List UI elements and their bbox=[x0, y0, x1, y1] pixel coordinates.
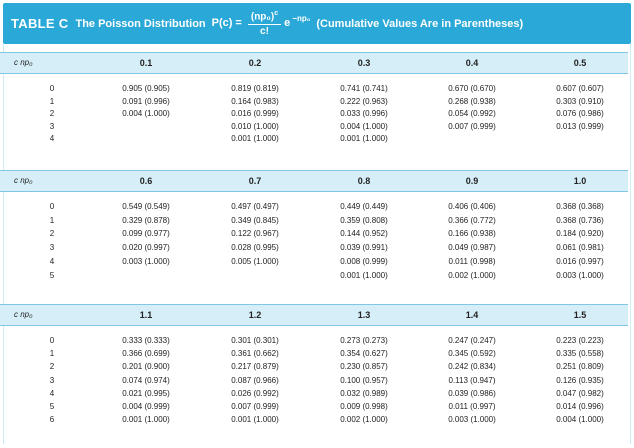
table-cell: 0.004 (1.000) bbox=[340, 121, 388, 131]
table-title bbox=[11, 3, 523, 44]
table-cell: 0.819 (0.819) bbox=[231, 84, 279, 93]
table-row bbox=[0, 120, 628, 133]
c-value: 2 bbox=[49, 109, 55, 118]
formula-numerator bbox=[248, 10, 281, 25]
c-value: 3 bbox=[49, 375, 55, 385]
table-cell: 0.039 (0.991) bbox=[340, 243, 388, 253]
column-header: 0.1 bbox=[139, 58, 153, 68]
table-cell: 0.333 (0.333) bbox=[122, 336, 170, 345]
table-label: TABLE C bbox=[11, 16, 69, 31]
table-cell: 0.002 (1.000) bbox=[448, 270, 496, 280]
table-cell: 0.001 (1.000) bbox=[231, 415, 279, 425]
table-cell: 0.004 (1.000) bbox=[122, 109, 170, 118]
column-header: 1.1 bbox=[139, 310, 153, 320]
table-cell: 0.011 (0.997) bbox=[448, 402, 496, 411]
table-cell: 0.076 (0.986) bbox=[556, 109, 604, 118]
table-title-text: The Poisson Distribution bbox=[75, 17, 206, 30]
table-cell: 0.010 (1.000) bbox=[231, 121, 279, 131]
table-row bbox=[0, 374, 628, 387]
table-cell: 0.039 (0.986) bbox=[448, 388, 496, 398]
c-value: 3 bbox=[49, 121, 55, 131]
formula-exponent: −np₀ bbox=[292, 13, 311, 23]
column-header: 0.5 bbox=[573, 58, 587, 68]
table-cell: 0.449 (0.449) bbox=[340, 202, 388, 211]
table-cell: 0.016 (0.997) bbox=[556, 256, 604, 266]
table-cell: 0.368 (0.368) bbox=[556, 202, 604, 211]
table-cell: 0.230 (0.857) bbox=[340, 362, 388, 372]
table-cell: 0.366 (0.772) bbox=[448, 215, 496, 225]
table-cell: 0.354 (0.627) bbox=[340, 349, 388, 359]
table-cell: 0.005 (1.000) bbox=[231, 256, 279, 266]
c-value: 2 bbox=[49, 362, 55, 372]
c-value: 1 bbox=[49, 215, 55, 225]
table-cell: 0.268 (0.938) bbox=[448, 96, 496, 106]
formula bbox=[212, 10, 311, 37]
table-cell: 0.032 (0.989) bbox=[340, 388, 388, 398]
table-cell: 0.144 (0.952) bbox=[340, 229, 388, 239]
table-cell: 0.359 (0.808) bbox=[340, 215, 388, 225]
table-cell: 0.074 (0.974) bbox=[122, 375, 170, 385]
formula-numerator-base: (np₀) bbox=[250, 11, 275, 23]
c-value: 3 bbox=[49, 243, 55, 253]
table-cell: 0.222 (0.963) bbox=[340, 96, 388, 106]
table-cell: 0.670 (0.670) bbox=[448, 84, 496, 93]
formula-fraction bbox=[248, 10, 281, 37]
c-value: 5 bbox=[49, 270, 55, 280]
c-value: 2 bbox=[49, 229, 55, 239]
table-cell: 0.003 (1.000) bbox=[122, 256, 170, 266]
table-row bbox=[0, 200, 628, 213]
c-value: 1 bbox=[49, 96, 55, 106]
table-cell: 0.164 (0.983) bbox=[231, 96, 279, 106]
table-row bbox=[0, 214, 628, 227]
table-row bbox=[0, 255, 628, 268]
column-header: 0.9 bbox=[465, 176, 479, 186]
table-cell: 0.184 (0.920) bbox=[556, 229, 604, 239]
table-row bbox=[0, 269, 628, 282]
c-value: 4 bbox=[49, 388, 55, 398]
c-value: 4 bbox=[49, 134, 55, 143]
table-cell: 0.001 (1.000) bbox=[122, 415, 170, 425]
table-cell: 0.349 (0.845) bbox=[231, 215, 279, 225]
column-header: 1.4 bbox=[465, 310, 479, 320]
table-cell: 0.242 (0.834) bbox=[448, 362, 496, 372]
table-cell: 0.020 (0.997) bbox=[122, 243, 170, 253]
table-cell: 0.100 (0.957) bbox=[340, 375, 388, 385]
table-row bbox=[0, 241, 628, 254]
table-cell: 0.406 (0.406) bbox=[448, 202, 496, 211]
table-cell: 0.007 (0.999) bbox=[231, 402, 279, 411]
table-row bbox=[0, 334, 628, 347]
table-header-banner bbox=[3, 3, 631, 44]
table-cell: 0.009 (0.998) bbox=[340, 402, 388, 411]
table-cell: 0.004 (0.999) bbox=[122, 402, 170, 411]
table-row bbox=[0, 82, 628, 95]
table-cell: 0.329 (0.878) bbox=[122, 215, 170, 225]
table-cell: 0.497 (0.497) bbox=[231, 202, 279, 211]
table-cell: 0.001 (1.000) bbox=[340, 270, 388, 280]
table-cell: 0.014 (0.996) bbox=[556, 402, 604, 411]
section-header-row bbox=[0, 304, 628, 326]
table-row bbox=[0, 400, 628, 413]
column-header: 1.5 bbox=[573, 310, 587, 320]
table-row bbox=[0, 387, 628, 400]
column-header: 0.7 bbox=[248, 176, 262, 186]
table-cell: 0.303 (0.910) bbox=[556, 96, 604, 106]
table-cell: 0.026 (0.992) bbox=[231, 388, 279, 398]
table-cell: 0.126 (0.935) bbox=[556, 375, 604, 385]
table-row bbox=[0, 227, 628, 240]
table-cell: 0.345 (0.592) bbox=[448, 349, 496, 359]
table-row bbox=[0, 95, 628, 108]
column-header: 1.2 bbox=[248, 310, 262, 320]
table-cell: 0.091 (0.996) bbox=[122, 96, 170, 106]
table-cell: 0.061 (0.981) bbox=[556, 243, 604, 253]
table-cell: 0.607 (0.607) bbox=[556, 84, 604, 93]
column-header: 0.8 bbox=[357, 176, 371, 186]
column-header: 1.0 bbox=[573, 176, 587, 186]
table-note: (Cumulative Values Are in Parentheses) bbox=[316, 17, 524, 30]
column-header: 1.3 bbox=[357, 310, 371, 320]
table-cell: 0.251 (0.809) bbox=[556, 362, 604, 372]
c-value: 1 bbox=[49, 349, 55, 359]
section-header-row bbox=[0, 170, 628, 192]
table-row bbox=[0, 107, 628, 120]
column-header: 0.6 bbox=[139, 176, 153, 186]
formula-denominator: c! bbox=[260, 26, 269, 38]
table-cell: 0.004 (1.000) bbox=[556, 415, 604, 425]
column-header: 0.4 bbox=[465, 58, 479, 68]
table-cell: 0.247 (0.247) bbox=[448, 336, 496, 345]
table-cell: 0.905 (0.905) bbox=[122, 84, 170, 93]
table-cell: 0.366 (0.699) bbox=[122, 349, 170, 359]
c-value: 0 bbox=[49, 336, 55, 345]
section-header-row bbox=[0, 52, 628, 74]
c-np-label: c np₀ bbox=[14, 176, 33, 185]
table-cell: 0.003 (1.000) bbox=[556, 270, 604, 280]
table-cell: 0.054 (0.992) bbox=[448, 109, 496, 118]
column-header: 0.2 bbox=[248, 58, 262, 68]
table-cell: 0.002 (1.000) bbox=[340, 415, 388, 425]
table-cell: 0.166 (0.938) bbox=[448, 229, 496, 239]
table-cell: 0.217 (0.879) bbox=[231, 362, 279, 372]
table-cell: 0.301 (0.301) bbox=[231, 336, 279, 345]
c-np-label: c np₀ bbox=[14, 58, 33, 67]
table-cell: 0.001 (1.000) bbox=[231, 134, 279, 143]
table-cell: 0.011 (0.998) bbox=[448, 256, 496, 266]
table-cell: 0.001 (1.000) bbox=[340, 134, 388, 143]
table-cell: 0.087 (0.966) bbox=[231, 375, 279, 385]
table-cell: 0.008 (0.999) bbox=[340, 256, 388, 266]
c-value: 0 bbox=[49, 84, 55, 93]
table-cell: 0.049 (0.987) bbox=[448, 243, 496, 253]
table-row bbox=[0, 347, 628, 360]
table-cell: 0.361 (0.662) bbox=[231, 349, 279, 359]
table-cell: 0.028 (0.995) bbox=[231, 243, 279, 253]
c-value: 6 bbox=[49, 415, 55, 425]
table-cell: 0.013 (0.999) bbox=[556, 121, 604, 131]
formula-numerator-exp: c bbox=[274, 9, 279, 17]
c-value: 0 bbox=[49, 202, 55, 211]
table-cell: 0.003 (1.000) bbox=[448, 415, 496, 425]
table-cell: 0.021 (0.995) bbox=[122, 388, 170, 398]
table-cell: 0.201 (0.900) bbox=[122, 362, 170, 372]
table-cell: 0.033 (0.996) bbox=[340, 109, 388, 118]
table-cell: 0.273 (0.273) bbox=[340, 336, 388, 345]
table-cell: 0.335 (0.558) bbox=[556, 349, 604, 359]
table-row bbox=[0, 413, 628, 426]
table-cell: 0.099 (0.977) bbox=[122, 229, 170, 239]
c-value: 5 bbox=[49, 402, 55, 411]
table-cell: 0.113 (0.947) bbox=[448, 375, 496, 385]
formula-equals: = bbox=[235, 17, 242, 30]
table-cell: 0.223 (0.223) bbox=[556, 336, 604, 345]
table-row bbox=[0, 132, 628, 145]
table-cell: 0.016 (0.999) bbox=[231, 109, 279, 118]
table-cell: 0.741 (0.741) bbox=[340, 84, 388, 93]
table-cell: 0.047 (0.982) bbox=[556, 388, 604, 398]
table-cell: 0.368 (0.736) bbox=[556, 215, 604, 225]
table-cell: 0.549 (0.549) bbox=[122, 202, 170, 211]
c-value: 4 bbox=[49, 256, 55, 266]
table-row bbox=[0, 360, 628, 373]
formula-e: e bbox=[284, 17, 291, 30]
formula-pc: P(c) bbox=[211, 17, 233, 30]
table-cell: 0.122 (0.967) bbox=[231, 229, 279, 239]
c-np-label: c np₀ bbox=[14, 310, 33, 319]
column-header: 0.3 bbox=[357, 58, 371, 68]
table-cell: 0.007 (0.999) bbox=[448, 121, 496, 131]
